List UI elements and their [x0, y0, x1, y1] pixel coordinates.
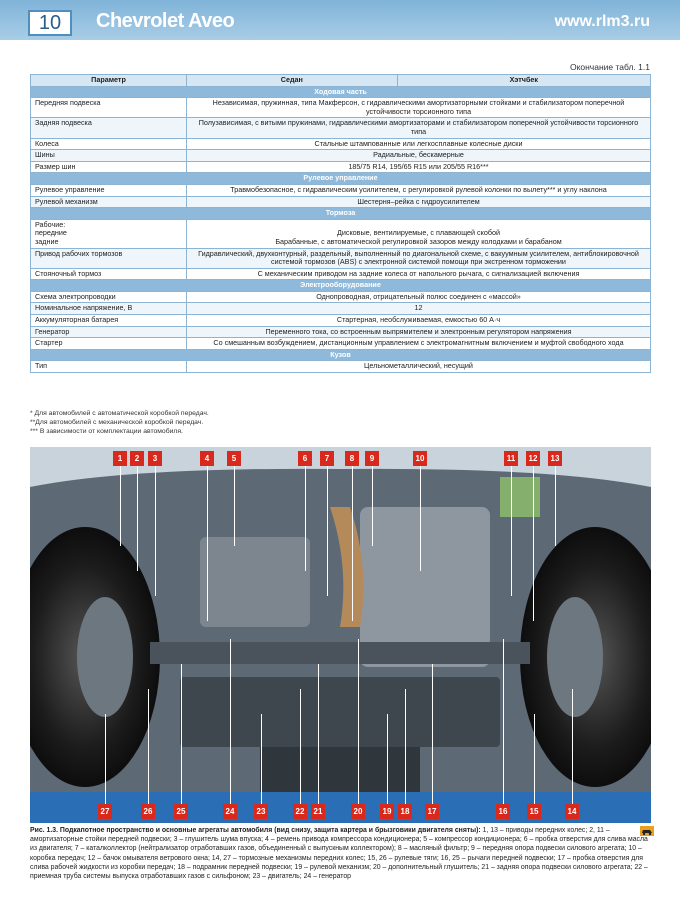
table-row — [31, 196, 651, 208]
callout-leader — [572, 689, 573, 804]
callout-leader — [137, 466, 138, 571]
callout-label: 7 — [320, 451, 334, 466]
value-cell: Переменного тока, со встроенным выпрямителем и электронным регулятором напряжения — [187, 326, 651, 338]
callout-label: 24 — [223, 804, 237, 819]
param-cell: Генератор — [31, 326, 187, 338]
page-header — [0, 0, 680, 40]
value-cell: С механическим приводом на задние колеса от напольного рычага, с сигнализацией включения — [187, 268, 651, 280]
section-header: Кузов — [31, 349, 651, 361]
table-row — [31, 291, 651, 303]
table-row — [31, 98, 651, 118]
callout-label: 16 — [496, 804, 510, 819]
callout-label: 1 — [113, 451, 127, 466]
callout-leader — [318, 664, 319, 804]
section-header: Тормоза — [31, 208, 651, 220]
callout-label: 14 — [565, 804, 579, 819]
footnote: **Для автомобилей с механической коробкой передач. — [30, 419, 204, 426]
section-header: Рулевое управление — [31, 173, 651, 185]
section-header: Электрооборудование — [31, 280, 651, 292]
callout-leader — [181, 664, 182, 804]
callout-label: 15 — [527, 804, 541, 819]
callout-label: 9 — [365, 451, 379, 466]
callout-label: 5 — [227, 451, 241, 466]
value-cell: Однопроводная, отрицательный полюс соединен с «массой» — [187, 291, 651, 303]
table-row — [31, 138, 651, 150]
callout-leader — [533, 466, 534, 621]
value-cell: Шестерня–рейка с гидроусилителем — [187, 196, 651, 208]
col-header-param: Параметр — [31, 75, 187, 87]
param-cell: Шины — [31, 150, 187, 162]
table-caption: Окончание табл. 1.1 — [569, 62, 650, 72]
figure-caption — [30, 826, 651, 881]
callout-leader — [155, 466, 156, 596]
footnotes — [30, 409, 209, 436]
callout-leader — [300, 689, 301, 804]
callout-leader — [511, 466, 512, 596]
param-cell: Аккумуляторная батарея — [31, 315, 187, 327]
callout-leader — [105, 714, 106, 804]
spec-table — [30, 74, 651, 373]
callout-label: 3 — [148, 451, 162, 466]
table-row — [31, 268, 651, 280]
value-cell: Гидравлический, двухконтурный, раздельный, выполненный по диагональной схеме, с вакуумным усилителем, антиблокировочной системой тормозов (ABS) с электронной системой помощи при экстренном торможении — [187, 248, 651, 268]
value-cell: Со смешанным возбуждением, дистанционным управлением с электромагнитным включением и муфтой свободного хода — [187, 338, 651, 350]
callout-leader — [120, 466, 121, 546]
param-cell: Схема электропроводки — [31, 291, 187, 303]
callout-label: 19 — [380, 804, 394, 819]
callout-label: 21 — [311, 804, 325, 819]
table-row — [31, 315, 651, 327]
figure-caption-title: Рис. 1.3. Подкапотное пространство и основные агрегаты автомобиля (вид снизу, защита картера и брызговики двигателя сняты): — [30, 827, 481, 834]
value-cell: Независимая, пружинная, типа Макферсон, с гидравлическими амортизаторными стойками и стабилизатором поперечной устойчивости торсионного типа — [187, 98, 651, 118]
callout-leader — [372, 466, 373, 546]
param-cell: Размер шин — [31, 161, 187, 173]
value-cell: Травмобезопасное, с гидравлическим усилителем, с регулировкой рулевой колонки по вылету*** и углу наклона — [187, 184, 651, 196]
callout-leader — [261, 714, 262, 804]
table-row — [31, 150, 651, 162]
callout-leader — [148, 689, 149, 804]
callout-label: 27 — [98, 804, 112, 819]
col-header-sedan: Седан — [187, 75, 398, 87]
callout-leader — [503, 639, 504, 804]
callout-leader — [405, 689, 406, 804]
callout-leader — [234, 466, 235, 546]
callout-leader — [230, 639, 231, 804]
callout-label: 2 — [130, 451, 144, 466]
callout-label: 4 — [200, 451, 214, 466]
param-cell: Номинальное напряжение, В — [31, 303, 187, 315]
table-row — [31, 248, 651, 268]
callout-label: 8 — [345, 451, 359, 466]
brand-title: Chevrolet Aveo — [96, 10, 235, 32]
callout-leader — [534, 714, 535, 804]
callout-label: 22 — [293, 804, 307, 819]
table-row — [31, 161, 651, 173]
value-cell: Полузависимая, с витыми пружинами, гидравлическими амортизаторами и стабилизатором поперечной устойчивости торсионного типа — [187, 118, 651, 138]
value-cell: Дисковые, вентилируемые, с плавающей скобой Барабанные, с автоматической регулировкой зазоров между колодками и барабаном — [187, 219, 651, 248]
callout-leader — [358, 639, 359, 804]
callout-label: 12 — [526, 451, 540, 466]
param-cell: Задняя подвеска — [31, 118, 187, 138]
value-cell: Стальные штампованные или легкосплавные колесные диски — [187, 138, 651, 150]
callout-label: 23 — [254, 804, 268, 819]
param-cell: Передняя подвеска — [31, 98, 187, 118]
callout-label: 6 — [298, 451, 312, 466]
param-cell: Рулевой механизм — [31, 196, 187, 208]
callout-leader — [387, 714, 388, 804]
param-cell: Рулевое управление — [31, 184, 187, 196]
section-header: Ходовая часть — [31, 86, 651, 98]
param-cell: Стартер — [31, 338, 187, 350]
table-row — [31, 361, 651, 373]
callout-leader — [432, 664, 433, 804]
footnote: * Для автомобилей с автоматической коробкой передач. — [30, 410, 209, 417]
page-number: 10 — [28, 10, 72, 36]
value-cell: 12 — [187, 303, 651, 315]
callout-leader — [555, 466, 556, 546]
value-cell: Радиальные, бескамерные — [187, 150, 651, 162]
callout-label: 26 — [141, 804, 155, 819]
value-cell: Стартерная, необслуживаемая, емкостью 60 А·ч — [187, 315, 651, 327]
callout-leader — [305, 466, 306, 571]
callout-leader — [352, 466, 353, 621]
col-header-hatch: Хэтчбек — [397, 75, 650, 87]
underbody-photo — [30, 447, 651, 823]
site-url: www.rlm3.ru — [554, 13, 650, 30]
callout-leader — [207, 466, 208, 621]
param-cell: Стояночный тормоз — [31, 268, 187, 280]
param-cell: Рабочие: передние задние — [31, 219, 187, 248]
table-row — [31, 118, 651, 138]
table-row — [31, 303, 651, 315]
callout-label: 25 — [174, 804, 188, 819]
value-cell: 185/75 R14, 195/65 R15 или 205/55 R16*** — [187, 161, 651, 173]
param-cell: Привод рабочих тормозов — [31, 248, 187, 268]
car-icon — [640, 826, 654, 836]
param-cell: Колеса — [31, 138, 187, 150]
table-row — [31, 326, 651, 338]
callout-leader — [420, 466, 421, 571]
value-cell: Цельнометаллический, несущий — [187, 361, 651, 373]
table-row — [31, 184, 651, 196]
underbody-illustration — [30, 447, 651, 823]
footnote: *** В зависимости от комплектации автомобиля. — [30, 428, 183, 435]
figure-caption-text: 1, 13 – приводы передних колес; 2, 11 – амортизаторные стойки передней подвески; 3 – глушитель шума впуска; 4 – ремень привода компрессора кондиционера; 5 – компрессор кондиционера; 6 – пробка отверстия для слива масла из двигателя; 7 – каталколлектор (нейтрализатор отработавших газов, объединенный с выпускным коллектором); 8 – масляный фильтр; 9 – передняя опора подвески силового агрегата; 10 – коробка передач; 12 – бачок омывателя ветрового окна; 14, 27 – тормозные механизмы передних колес; 15, 26 – рулевые тяги; 16, 25 – рычаги передней подвески; 17 – пробка отверстия для слива рабочей жидкости из коробки передач; 18 – подрамник передней подвески; 19 – рулевой механизм; 20 – дополнительный глушитель; 21 – задняя опора подвески силового агрегата; 22 – приемная труба системы выпуска отработавших газов с сильфоном; 23 – двигатель; 24 – генератор — [30, 827, 648, 881]
callout-label: 18 — [398, 804, 412, 819]
table-row — [31, 338, 651, 350]
callout-label: 11 — [504, 451, 518, 466]
callout-label: 20 — [351, 804, 365, 819]
callout-label: 10 — [413, 451, 427, 466]
callout-label: 13 — [548, 451, 562, 466]
callout-label: 17 — [425, 804, 439, 819]
callout-leader — [327, 466, 328, 596]
param-cell: Тип — [31, 361, 187, 373]
table-row — [31, 219, 651, 248]
